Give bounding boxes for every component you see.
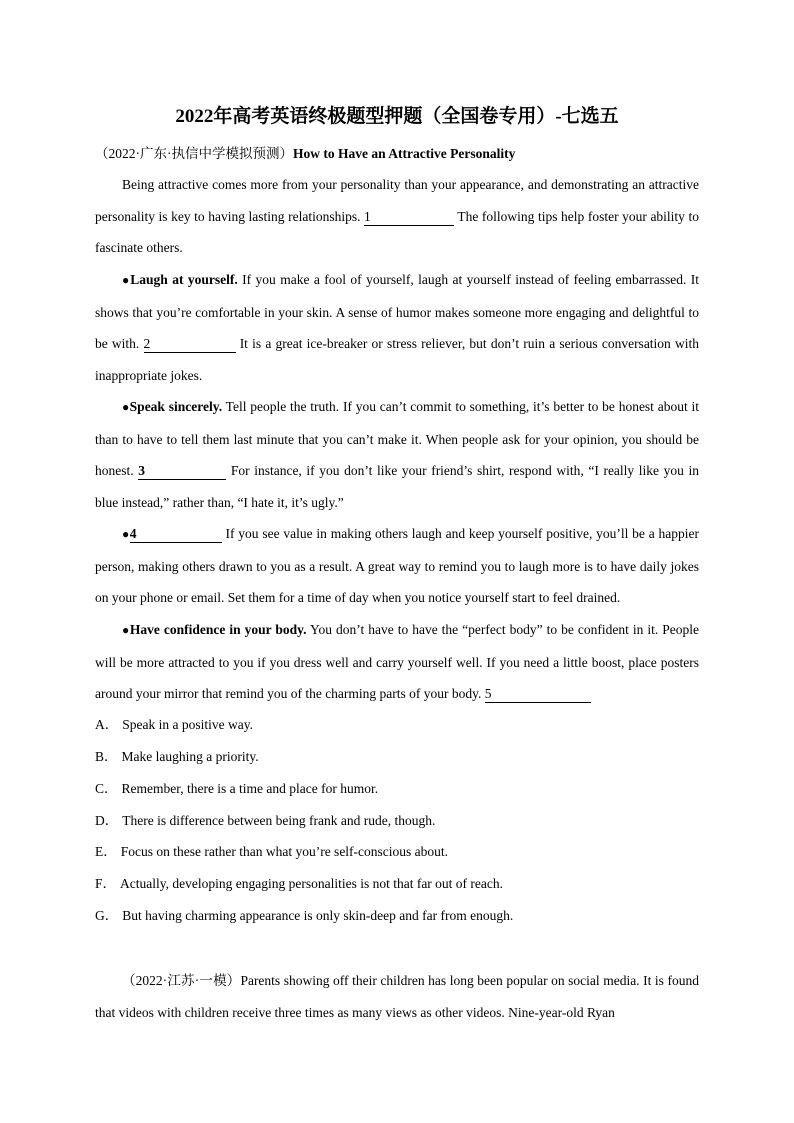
tip-confidence-in-body bbox=[95, 614, 699, 710]
page-title: 2022年高考英语终极题型押题（全国卷专用）-七选五 bbox=[175, 106, 619, 127]
tip-text-a: Tell people the truth. If you can’t commit to something, it’s better to be honest about it than to have to tell them last minute that you can’t make it. When people ask for your opinion, you should be honest. bbox=[95, 399, 700, 479]
option-b bbox=[95, 747, 259, 767]
tip-heading: Speak sincerely. bbox=[129, 399, 223, 414]
option-text: There is difference between being frank and rude, though. bbox=[122, 813, 436, 828]
option-label: E． bbox=[95, 844, 117, 859]
blank-2: 2 bbox=[144, 336, 236, 353]
passage2-source-prefix: （2022·江苏·一模） bbox=[122, 973, 241, 988]
tip-text-a: You don’t have to have the “perfect body” to be confident in it. People will be more attracted to you if you dress well and carry yourself well. If you need a little boost, place posters around your mirror that remind you of the charming parts of your body. bbox=[95, 622, 699, 702]
option-f bbox=[95, 874, 503, 894]
bullet-icon: ● bbox=[122, 273, 131, 287]
bullet-icon: ● bbox=[122, 400, 130, 414]
tip-text-a: If you make a fool of yourself, laugh at yourself instead of feeling embarrassed. It shows that you’re comfortable in your skin. A sense of humor makes someone more engaging and delightful to be with. bbox=[95, 272, 699, 352]
passage1-title: How to Have an Attractive Personality bbox=[293, 146, 516, 161]
option-label: C． bbox=[95, 781, 118, 796]
option-text: But having charming appearance is only skin-deep and far from enough. bbox=[122, 908, 514, 923]
tip-text-a: If you see value in making others laugh and keep yourself positive, you’ll be a happier person, making others drawn to you as a result. A great way to remind you to laugh more is to have daily jokes on your phone or email. Set them for a time of day when you notice yourself start to feel drained. bbox=[95, 526, 700, 606]
option-label: A． bbox=[95, 717, 119, 732]
passage2-text: Parents showing off their children has long been popular on social media. It is found that videos with children receive three times as many views as other videos. Nine-year-old Ryan bbox=[95, 973, 699, 1020]
blank-3: 3 bbox=[138, 463, 226, 480]
option-text: Actually, developing engaging personalities is not that far out of reach. bbox=[120, 876, 504, 891]
tip-text-b: It is a great ice-breaker or stress reliever, but don’t ruin a serious conversation with inappropriate jokes. bbox=[95, 336, 699, 384]
option-c bbox=[95, 779, 378, 799]
option-text: Focus on these rather than what you’re self-conscious about. bbox=[120, 844, 449, 859]
option-e bbox=[95, 842, 448, 862]
option-g bbox=[95, 906, 513, 926]
passage1-source bbox=[95, 144, 515, 164]
option-d bbox=[95, 811, 435, 831]
tip-heading: Laugh at yourself. bbox=[130, 272, 238, 287]
option-text: Speak in a positive way. bbox=[122, 717, 253, 732]
intro-text-a: Being attractive comes more from your personality than your appearance, and demonstrating an attractive personality is key to having lasting relationships. bbox=[95, 177, 699, 224]
passage1-source-prefix: （2022·广东·执信中学模拟预测） bbox=[95, 146, 293, 161]
option-label: G． bbox=[95, 908, 119, 923]
passage2-intro bbox=[95, 965, 699, 1028]
option-a bbox=[95, 715, 253, 735]
option-text: Remember, there is a time and place for humor. bbox=[121, 781, 379, 796]
tip-text-b: For instance, if you don’t like your friend’s shirt, respond with, “I really like you in blue instead,” rather than, “I hate it, it’s ugly.” bbox=[95, 463, 699, 511]
blank-1: 1 bbox=[364, 209, 454, 226]
option-text: Make laughing a priority. bbox=[121, 749, 259, 764]
option-label: D． bbox=[95, 813, 119, 828]
bullet-icon: ● bbox=[122, 623, 130, 637]
tip-speak-sincerely bbox=[95, 391, 699, 519]
tip-blank-heading bbox=[95, 518, 699, 614]
blank-5: 5 bbox=[485, 686, 591, 703]
tip-laugh-at-yourself bbox=[95, 264, 699, 392]
intro-text-b: The following tips help foster your ability to fascinate others. bbox=[95, 208, 699, 256]
option-label: F． bbox=[95, 876, 117, 891]
passage1-intro bbox=[95, 169, 699, 264]
option-label: B． bbox=[95, 749, 118, 764]
tip-heading: Have confidence in your body. bbox=[129, 622, 307, 637]
blank-4: 4 bbox=[130, 526, 222, 543]
bullet-icon: ● bbox=[122, 527, 130, 541]
